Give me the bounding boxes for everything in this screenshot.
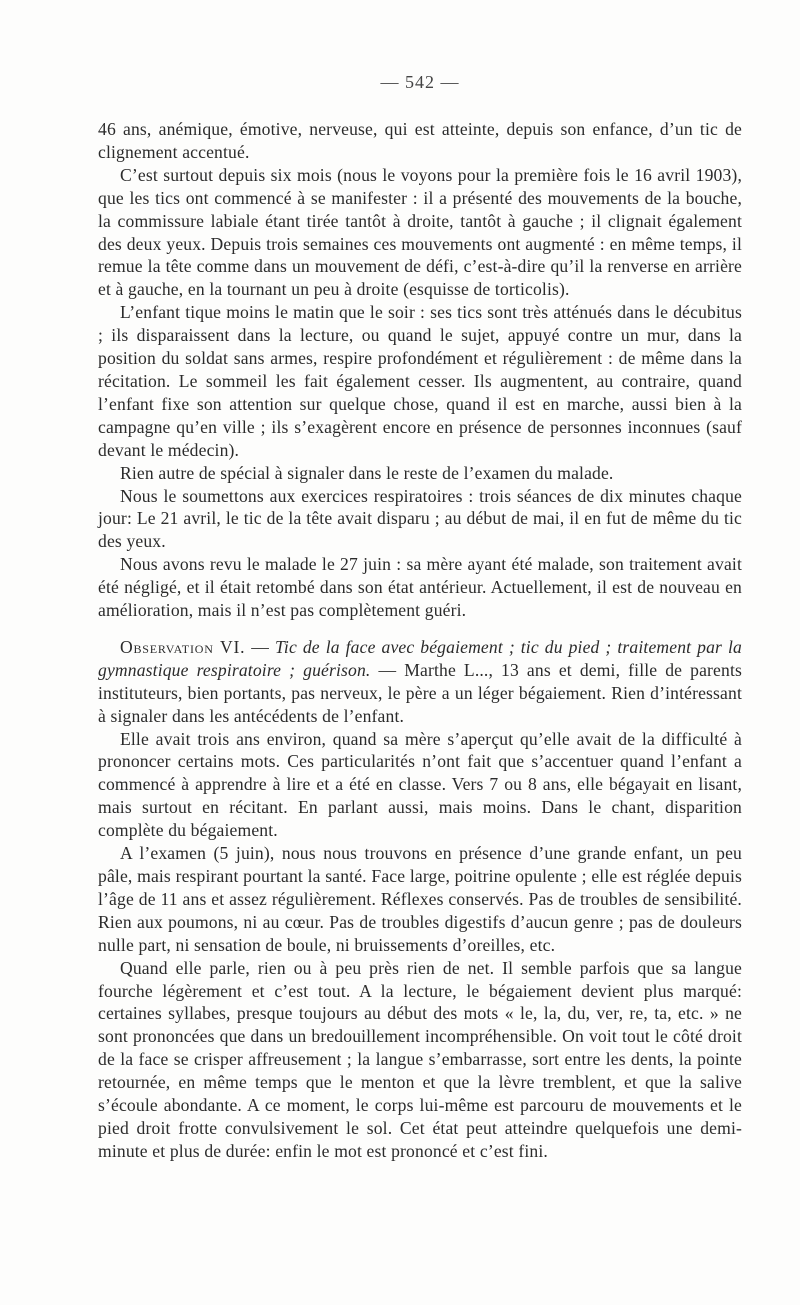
paragraph-8: A l’examen (5 juin), nous nous trouvons en présence d’une grande enfant, un peu pâle, mais respirant pourtant la santé. Face large, poitrine opulente ; elle est réglée depuis l’âge de 11 ans et assez régulièrement. Réflexes conservés. Pas de troubles de sensibilité. Rien aux poumons, ni au cœur. Pas de troubles digestifs d’aucun genre ; pas de douleurs nulle part, ni sensation de boule, ni bruissements d’oreilles, etc. (98, 843, 742, 955)
page-number: — 542 — (380, 72, 460, 92)
paragraph-1: 46 ans, anémique, émotive, nerveuse, qui est atteinte, depuis son enfance, d’un tic de clignement accentué. (98, 119, 742, 162)
observation-dash: — (245, 636, 275, 657)
observation-rest: — Marthe L..., 13 ans et demi, fille de parents instituteurs, bien portants, pas nerveux, le père a un léger bégaiement. Rien d’intéressant à signaler dans les antécédents de l’enfant. (98, 659, 742, 726)
body-text (98, 118, 742, 1163)
observation-title: Tic de la face avec bégaiement ; tic du pied ; traitement par la gymnastique respiratoire ; guérison. (98, 636, 742, 680)
observation-paragraph (98, 636, 742, 728)
paragraph-9: Quand elle parle, rien ou à peu près rien de net. Il semble parfois que sa langue fourche légèrement et c’est tout. A la lecture, le bégaiement devient plus marqué: certaines syllabes, presque toujours au début des mots « le, la, du, ver, re, ta, etc. » ne sont prononcées que dans un bredouillement incompréhensible. On voit tout le côté droit de la face se crisper affreusement ; la langue s’embarrasse, sort entre les dents, la pointe retournée, en même temps que le menton et que la lèvre tremblent, et que la salive s’écoule abondante. A ce moment, le corps lui-même est parcouru de mouvements et le pied droit frotte convulsivement le sol. Cet état peut atteindre quelquefois une demi-minute et plus de durée: enfin le mot est prononcé et c’est fini. (98, 957, 742, 1161)
paragraph-3: L’enfant tique moins le matin que le soir : ses tics sont très atténués dans le décubitus ; ils disparaissent dans la lecture, ou quand le sujet, appuyé contre un mur, dans la position du soldat sans armes, respire profondément et régulièrement : de même dans la récitation. Le sommeil les fait également cesser. Ils augmentent, au contraire, quand l’enfant fixe son attention sur quelque chose, quand il est en marche, aussi bien à la campagne qu’en ville ; ils s’exagèrent encore en présence de personnes inconnues (sauf devant le médecin). (98, 302, 742, 460)
paragraph-4: Rien autre de spécial à signaler dans le reste de l’examen du malade. (120, 462, 614, 483)
paragraph-6: Nous avons revu le malade le 27 juin : sa mère ayant été malade, son traitement avait été négligé, et il était retombé dans son état antérieur. Actuellement, il est de nouveau en amélioration, mais il n’est pas complètement guéri. (98, 554, 742, 621)
paragraph-2: C’est surtout depuis six mois (nous le voyons pour la première fois le 16 avril 1903), que les tics ont commencé à se manifester : il a présenté des mouvements de la bouche, la commissure labiale étant tirée tantôt à droite, tantôt à gauche ; il clignait également des deux yeux. Depuis trois semaines ces mouvements ont augmenté : en même temps, il remue la tête comme dans un mouvement de défi, c’est-à-dire qu’il la renverse en arrière et à gauche, en la tournant un peu à droite (esquisse de torticolis). (98, 164, 742, 300)
paragraph-5: Nous le soumettons aux exercices respiratoires : trois séances de dix minutes chaque jour: Le 21 avril, le tic de la tête avait disparu ; au début de mai, il en fut de même du tic des yeux. (98, 485, 742, 552)
paragraph-7: Elle avait trois ans environ, quand sa mère s’aperçut qu’elle avait de la difficulté à prononcer certains mots. Ces particularités n’ont fait que s’accentuer quand l’enfant a commencé à apprendre à lire et a été en classe. Vers 7 ou 8 ans, elle bégayait en lisant, mais surtout en récitant. En parlant aussi, mais moins. Dans le chant, disparition complète du bégaiement. (98, 728, 742, 841)
observation-label: Observation VI. (120, 636, 246, 657)
